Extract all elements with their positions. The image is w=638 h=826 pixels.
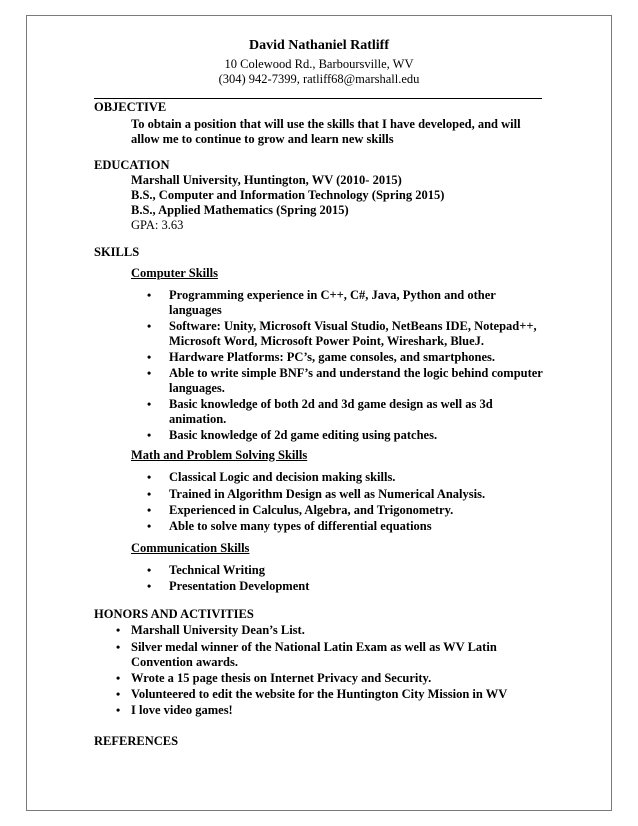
education-line: B.S., Computer and Information Technology (Spring 2015) bbox=[131, 188, 445, 202]
honor-item-cont: Convention awards. bbox=[131, 655, 238, 669]
bullet-icon: • bbox=[147, 397, 152, 411]
bullet-icon: • bbox=[116, 703, 121, 717]
section-title-references: REFERENCES bbox=[94, 734, 179, 748]
section-title-skills: SKILLS bbox=[94, 245, 140, 259]
bullet-icon: • bbox=[116, 671, 121, 685]
bullet-icon: • bbox=[147, 428, 152, 442]
honor-item: I love video games! bbox=[131, 703, 233, 717]
computer-skill-item-cont: languages. bbox=[169, 381, 225, 395]
candidate-address: 10 Colewood Rd., Barboursville, WV bbox=[224, 57, 414, 71]
bullet-icon: • bbox=[147, 319, 152, 333]
computer-skill-item-cont: animation. bbox=[169, 412, 227, 426]
bullet-icon: • bbox=[147, 366, 152, 380]
education-line: B.S., Applied Mathematics (Spring 2015) bbox=[131, 203, 349, 217]
computer-skill-item-cont: Microsoft Word, Microsoft Power Point, Wireshark, BlueJ. bbox=[169, 334, 485, 348]
computer-skill-item-cont: languages bbox=[169, 303, 222, 317]
computer-skill-item: Able to write simple BNF’s and understand the logic behind computer bbox=[169, 366, 543, 380]
bullet-icon: • bbox=[147, 350, 152, 364]
honor-item: Marshall University Dean’s List. bbox=[131, 623, 305, 637]
communication-skill-item: Presentation Development bbox=[169, 579, 310, 593]
objective-line: allow me to continue to grow and learn new skills bbox=[131, 132, 394, 146]
communication-skill-item: Technical Writing bbox=[169, 563, 265, 577]
education-gpa: GPA: 3.63 bbox=[131, 218, 184, 232]
bullet-icon: • bbox=[147, 579, 152, 593]
subsection-title-math: Math and Problem Solving Skills bbox=[131, 448, 308, 462]
section-title-honors: HONORS AND ACTIVITIES bbox=[94, 607, 254, 621]
objective-line: To obtain a position that will use the skills that I have developed, and will bbox=[131, 117, 521, 131]
bullet-icon: • bbox=[147, 563, 152, 577]
math-skill-item: Able to solve many types of differential equations bbox=[169, 519, 432, 533]
candidate-contact: (304) 942-7399, ratliff68@marshall.edu bbox=[218, 72, 420, 86]
math-skill-item: Experienced in Calculus, Algebra, and Trigonometry. bbox=[169, 503, 454, 517]
bullet-icon: • bbox=[116, 687, 121, 701]
computer-skill-item: Software: Unity, Microsoft Visual Studio, NetBeans IDE, Notepad++, bbox=[169, 319, 537, 333]
computer-skill-item: Hardware Platforms: PC’s, game consoles, and smartphones. bbox=[169, 350, 496, 364]
bullet-icon: • bbox=[147, 487, 152, 501]
section-title-objective: OBJECTIVE bbox=[94, 100, 167, 114]
candidate-name: David Nathaniel Ratliff bbox=[249, 38, 389, 53]
computer-skill-item: Programming experience in C++, C#, Java, Python and other bbox=[169, 288, 496, 302]
computer-skill-item: Basic knowledge of both 2d and 3d game design as well as 3d bbox=[169, 397, 493, 411]
subsection-title-computer: Computer Skills bbox=[131, 266, 218, 280]
bullet-icon: • bbox=[116, 623, 121, 637]
section-title-education: EDUCATION bbox=[94, 158, 170, 172]
bullet-icon: • bbox=[116, 640, 121, 654]
bullet-icon: • bbox=[147, 519, 152, 533]
education-line: Marshall University, Huntington, WV (2010- 2015) bbox=[131, 173, 402, 187]
subsection-title-communication: Communication Skills bbox=[131, 541, 250, 555]
bullet-icon: • bbox=[147, 503, 152, 517]
honor-item: Wrote a 15 page thesis on Internet Privacy and Security. bbox=[131, 671, 432, 685]
math-skill-item: Trained in Algorithm Design as well as Numerical Analysis. bbox=[169, 487, 486, 501]
computer-skill-item: Basic knowledge of 2d game editing using patches. bbox=[169, 428, 438, 442]
bullet-icon: • bbox=[147, 470, 152, 484]
math-skill-item: Classical Logic and decision making skills. bbox=[169, 470, 396, 484]
bullet-icon: • bbox=[147, 288, 152, 302]
honor-item: Volunteered to edit the website for the Huntington City Mission in WV bbox=[131, 687, 508, 701]
honor-item: Silver medal winner of the National Latin Exam as well as WV Latin bbox=[131, 640, 497, 654]
